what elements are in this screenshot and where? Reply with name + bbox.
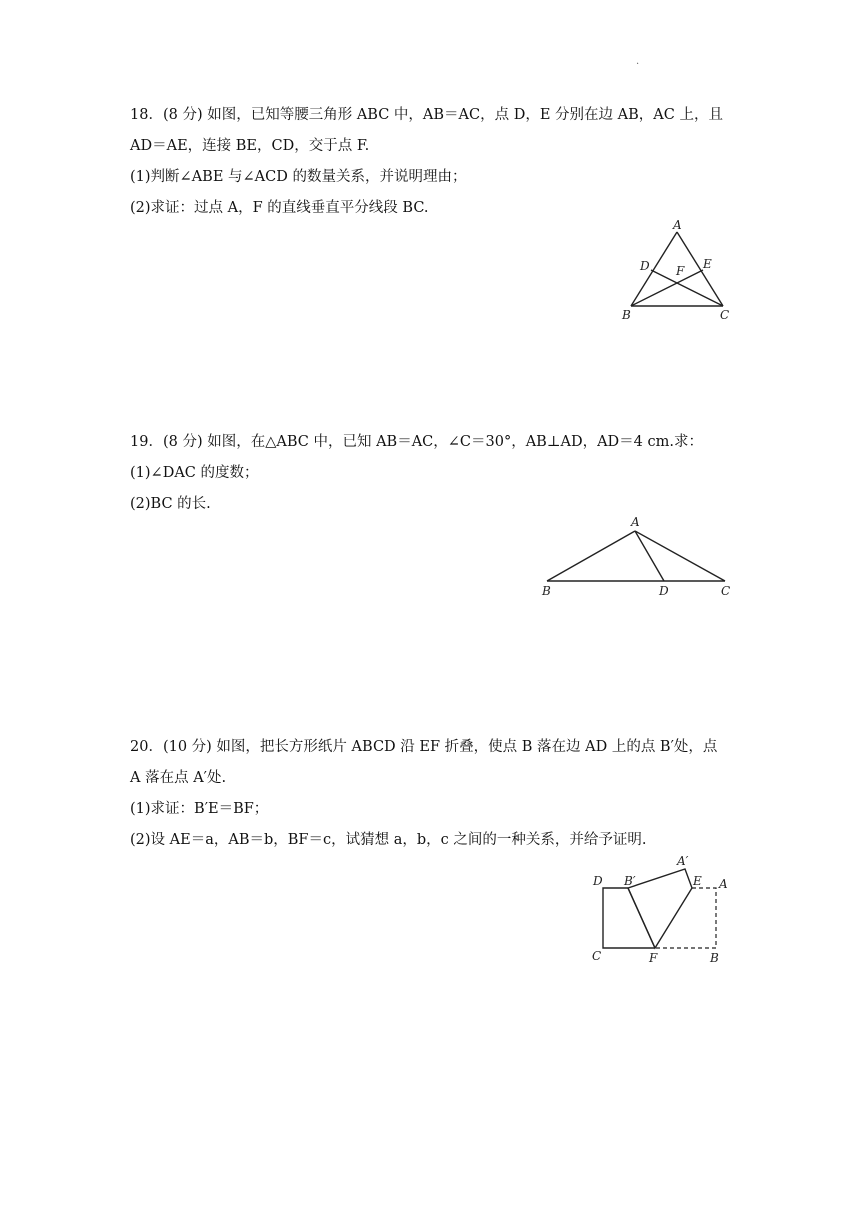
figure-19-label-a: A [631,515,640,529]
figure-18-label-c: C [720,308,730,322]
figure-18-triangle [610,215,740,325]
figure-20-label-a: A [719,877,728,891]
question-19-intro: 19．(8 分) 如图，在△ABC 中，已知 AB＝AC，∠C＝30°，AB⊥AD，AD＝4 cm.求： [130,434,703,450]
question-18-part-2: (2)求证：过点 A，F 的直线垂直平分线段 BC. [130,200,429,216]
header-mark: . [636,56,640,67]
figure-20-folded-rectangle [585,845,740,970]
question-19-part-2: (2)BC 的长. [130,496,211,512]
figure-20-label-f: F [649,951,658,965]
question-19-part-1: (1)∠DAC 的度数； [130,465,259,481]
question-20-intro: 20．(10 分) 如图，把长方形纸片 ABCD 沿 EF 折叠，使点 B 落在边 AD 上的点 B′处，点 A 落在点 A′处. [130,739,718,786]
figure-19-triangle [535,512,740,602]
figure-20-label-e: E [693,874,702,888]
question-18-part-1: (1)判断∠ABE 与∠ACD 的数量关系，并说明理由； [130,169,467,185]
figure-18-label-e: E [703,257,712,271]
figure-19-label-b: B [542,584,551,598]
question-19 [130,427,730,520]
figure-18-label-f: F [676,264,685,278]
figure-20-label-d: D [593,874,603,888]
question-20 [130,732,730,856]
question-20-part-1: (1)求证：B′E＝BF； [130,801,269,817]
figure-19-label-d: D [659,584,669,598]
figure-20-label-a-prime: A′ [677,854,689,868]
figure-19-label-c: C [721,584,731,598]
question-18-intro: 18．(8 分) 如图，已知等腰三角形 ABC 中，AB＝AC，点 D，E 分别在边 AB，AC 上，且 AD＝AE，连接 BE，CD，交于点 F. [130,107,723,154]
figure-20-label-c: C [592,949,602,963]
figure-18-label-b: B [622,308,631,322]
question-18 [130,100,730,224]
figure-18-label-a: A [673,218,682,232]
question-20-part-2: (2)设 AE＝a，AB＝b，BF＝c，试猜想 a，b，c 之间的一种关系，并给予证明. [130,832,647,848]
figure-20-label-b-prime: B′ [624,874,636,888]
figure-18-label-d: D [640,259,650,273]
figure-20-label-b: B [710,951,719,965]
